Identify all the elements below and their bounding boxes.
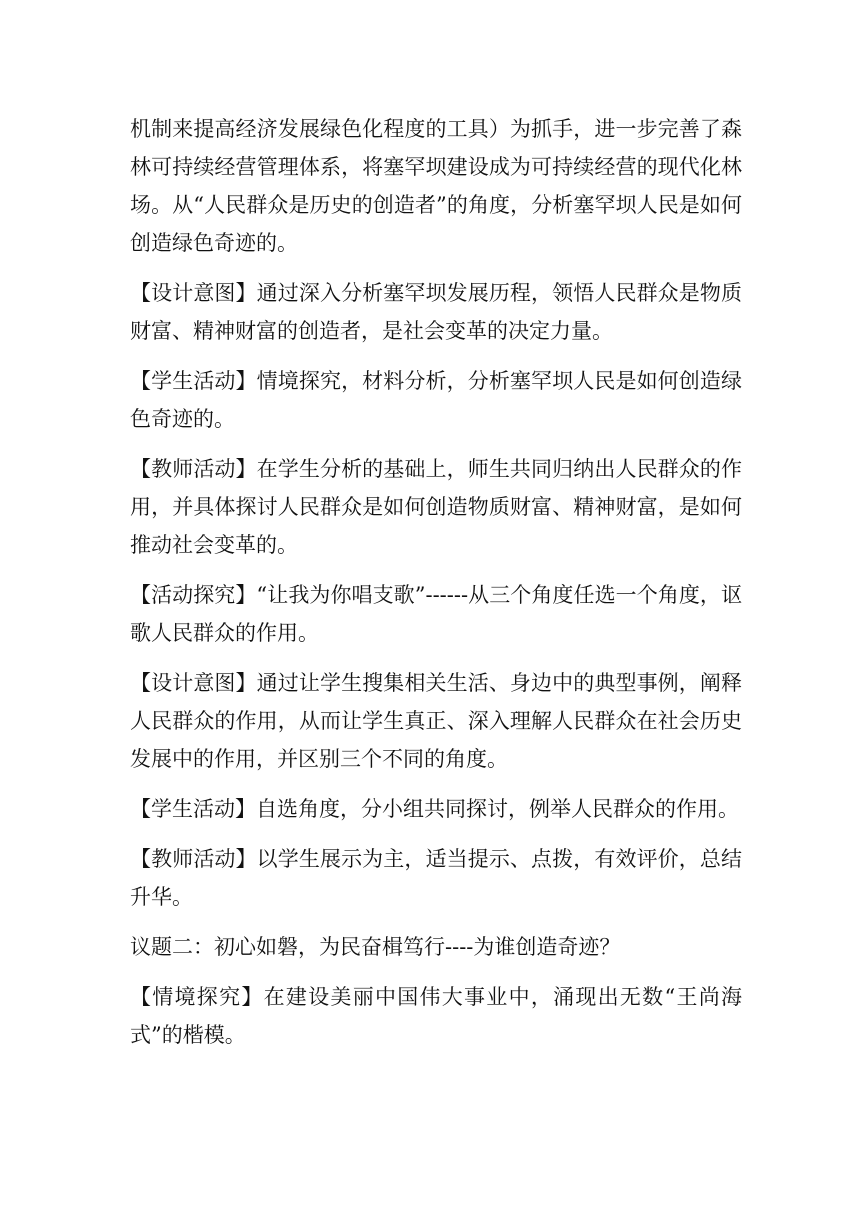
paragraph-teacher-activity-2: 【教师活动】以学生展示为主，适当提示、点拨，有效评价，总结升华。 (130, 847, 742, 909)
paragraph-design-intent-1: 【设计意图】通过深入分析塞罕坝发展历程，领悟人民群众是物质财富、精神财富的创造者，是社会变革的决定力量。 (130, 281, 742, 343)
paragraph-activity-exploration: 【活动探究】“让我为你唱支歌”------从三个角度任选一个角度，讴歌人民群众的作用。 (130, 583, 742, 645)
paragraph-student-activity-1: 【学生活动】情境探究，材料分析，分析塞罕坝人民是如何创造绿色奇迹的。 (130, 369, 742, 431)
paragraph-topic-two: 议题二：初心如磐，为民奋楫笃行----为谁创造奇迹？ (130, 935, 621, 959)
paragraph-student-activity-2: 【学生活动】自选角度，分小组共同探讨，例举人民群众的作用。 (130, 797, 739, 821)
paragraph-saihanba-context: 机制来提高经济发展绿色化程度的工具）为抓手，进一步完善了森林可持续经营管理体系，将塞罕坝建设成为可持续经营的现代化林场。从“人民群众是历史的创造者”的角度，分析塞罕坝人民是如何创造绿色奇迹的。 (130, 117, 742, 255)
paragraph-situation-exploration: 【情境探究】在建设美丽中国伟大事业中，涌现出无数“王尚海式”的楷模。 (130, 985, 742, 1047)
paragraph-design-intent-2: 【设计意图】通过让学生搜集相关生活、身边中的典型事例，阐释人民群众的作用，从而让学生真正、深入理解人民群众在社会历史发展中的作用，并区别三个不同的角度。 (130, 671, 742, 771)
document-body (130, 110, 742, 1066)
paragraph-teacher-activity-1: 【教师活动】在学生分析的基础上，师生共同归纳出人民群众的作用，并具体探讨人民群众是如何创造物质财富、精神财富，是如何推动社会变革的。 (130, 457, 742, 557)
